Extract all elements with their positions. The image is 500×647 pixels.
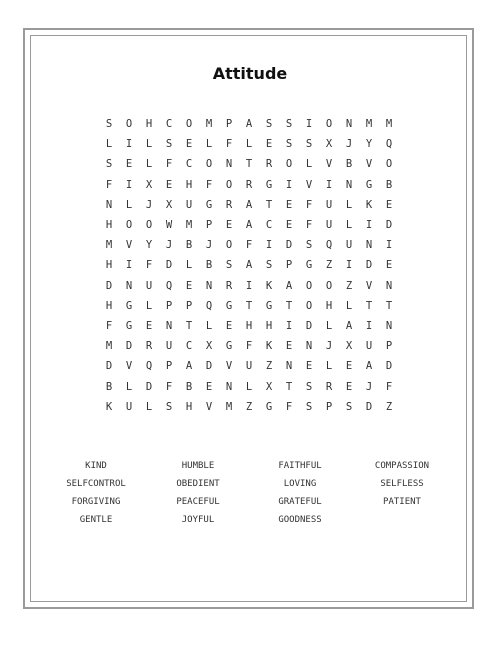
grid-letter: B (345, 158, 353, 171)
grid-letter: K (365, 198, 373, 211)
grid-letter: N (225, 158, 233, 171)
word-list-item: OBEDIENT (176, 479, 220, 489)
grid-letter: J (325, 340, 333, 353)
grid-letter: A (245, 118, 253, 131)
grid-letter: E (125, 158, 133, 171)
grid-letter: S (345, 400, 353, 413)
grid-row (99, 356, 399, 376)
grid-letter: T (185, 319, 193, 332)
grid-letter: V (125, 360, 133, 373)
grid-letter: E (185, 279, 193, 292)
grid-letter: H (325, 299, 333, 312)
grid-letter: O (125, 118, 133, 131)
grid-letter: M (225, 400, 233, 413)
grid-letter: I (125, 259, 133, 272)
grid-letter: V (125, 239, 133, 252)
word-list-item: GRATEFUL (278, 497, 322, 507)
grid-letter: A (185, 360, 193, 373)
grid-letter: W (165, 219, 173, 232)
grid-letter: S (265, 118, 273, 131)
grid-letter: K (265, 279, 273, 292)
grid-letter: F (225, 138, 233, 151)
grid-letter: I (365, 219, 373, 232)
grid-letter: C (165, 118, 173, 131)
grid-letter: R (265, 158, 273, 171)
grid-letter: P (285, 259, 293, 272)
grid-letter: L (345, 198, 353, 211)
grid-letter: F (165, 158, 173, 171)
grid-letter: O (285, 158, 293, 171)
grid-letter: H (185, 178, 193, 191)
grid-letter: D (385, 360, 393, 373)
grid-letter: G (265, 178, 273, 191)
grid-letter: L (305, 158, 313, 171)
grid-letter: Z (385, 400, 393, 413)
grid-letter: G (125, 319, 133, 332)
grid-letter: V (365, 158, 373, 171)
grid-letter: L (125, 198, 133, 211)
grid-letter: L (325, 360, 333, 373)
word-list-item: PEACEFUL (176, 497, 220, 507)
grid-letter: S (165, 400, 173, 413)
word-list-item: COMPASSION (374, 461, 430, 471)
grid-letter: O (145, 219, 153, 232)
grid-letter: L (145, 158, 153, 171)
grid-letter: H (245, 319, 253, 332)
grid-letter: F (305, 198, 313, 211)
grid-letter: A (245, 198, 253, 211)
grid-letter: B (385, 178, 393, 191)
grid-letter: F (385, 380, 393, 393)
grid-letter: O (225, 178, 233, 191)
grid-letter: E (225, 219, 233, 232)
grid-row (99, 134, 399, 154)
grid-letter: C (265, 219, 273, 232)
grid-letter: U (245, 360, 253, 373)
grid-letter: A (245, 219, 253, 232)
grid-letter: Q (145, 360, 153, 373)
grid-letter: D (205, 360, 213, 373)
grid-letter: N (165, 319, 173, 332)
grid-letter: H (185, 400, 193, 413)
grid-letter: B (185, 380, 193, 393)
grid-letter: D (105, 360, 113, 373)
grid-letter: T (365, 299, 373, 312)
grid-letter: P (165, 299, 173, 312)
grid-letter: I (265, 239, 273, 252)
grid-letter: L (245, 138, 253, 151)
grid-letter: L (145, 299, 153, 312)
grid-letter: S (285, 118, 293, 131)
grid-letter: N (105, 198, 113, 211)
page-title: Attitude (212, 64, 288, 83)
grid-letter: U (325, 198, 333, 211)
grid-letter: X (265, 380, 273, 393)
grid-letter: I (345, 259, 353, 272)
grid-letter: L (185, 259, 193, 272)
grid-row (99, 316, 399, 336)
grid-letter: O (385, 158, 393, 171)
grid-letter: H (265, 319, 273, 332)
grid-letter: O (205, 158, 213, 171)
grid-letter: F (105, 319, 113, 332)
grid-letter: N (345, 178, 353, 191)
grid-letter: G (265, 400, 273, 413)
grid-letter: L (145, 400, 153, 413)
grid-letter: E (265, 138, 273, 151)
grid-letter: U (145, 279, 153, 292)
grid-letter: D (165, 259, 173, 272)
grid-letter: X (165, 198, 173, 211)
grid-letter: S (225, 259, 233, 272)
grid-letter: R (225, 198, 233, 211)
grid-letter: V (305, 178, 313, 191)
grid-letter: L (125, 380, 133, 393)
grid-letter: D (365, 259, 373, 272)
grid-letter: U (345, 239, 353, 252)
grid-letter: N (205, 279, 213, 292)
grid-letter: E (305, 360, 313, 373)
word-list (45, 460, 453, 526)
grid-letter: N (225, 380, 233, 393)
grid-letter: C (185, 158, 193, 171)
grid-letter: S (305, 380, 313, 393)
grid-letter: L (245, 380, 253, 393)
grid-row (99, 215, 399, 235)
grid-letter: P (165, 360, 173, 373)
grid-letter: E (145, 319, 153, 332)
grid-letter: S (305, 138, 313, 151)
grid-letter: I (385, 239, 393, 252)
grid-letter: N (385, 319, 393, 332)
grid-letter: Y (145, 239, 153, 252)
grid-letter: E (345, 360, 353, 373)
grid-letter: X (145, 178, 153, 191)
grid-letter: A (245, 259, 253, 272)
grid-letter: U (325, 219, 333, 232)
grid-letter: I (365, 319, 373, 332)
grid-letter: S (105, 118, 113, 131)
grid-letter: V (325, 158, 333, 171)
grid-letter: L (145, 138, 153, 151)
grid-letter: J (165, 239, 173, 252)
word-list-item: LOVING (283, 479, 317, 489)
grid-letter: I (125, 178, 133, 191)
grid-letter: O (305, 299, 313, 312)
grid-letter: S (265, 259, 273, 272)
grid-letter: V (365, 279, 373, 292)
grid-letter: R (325, 380, 333, 393)
grid-row (99, 235, 399, 255)
grid-row (99, 114, 399, 134)
grid-letter: V (225, 360, 233, 373)
grid-letter: O (125, 219, 133, 232)
grid-letter: N (125, 279, 133, 292)
grid-row (99, 376, 399, 396)
word-list-item: GENTLE (79, 515, 113, 525)
grid-row (99, 255, 399, 275)
grid-letter: P (225, 118, 233, 131)
grid-letter: E (285, 198, 293, 211)
grid-letter: D (365, 400, 373, 413)
word-list-item: FAITHFUL (278, 461, 322, 471)
grid-letter: G (305, 259, 313, 272)
grid-letter: O (185, 118, 193, 131)
grid-letter: S (305, 239, 313, 252)
grid-letter: F (245, 239, 253, 252)
grid-letter: D (125, 340, 133, 353)
grid-letter: T (265, 198, 273, 211)
grid-letter: E (385, 259, 393, 272)
grid-letter: Z (345, 279, 353, 292)
grid-letter: G (205, 198, 213, 211)
grid-letter: Y (365, 138, 373, 151)
grid-letter: K (105, 400, 113, 413)
grid-letter: F (165, 380, 173, 393)
grid-letter: E (185, 138, 193, 151)
grid-letter: E (205, 380, 213, 393)
grid-letter: R (245, 178, 253, 191)
grid-letter: U (365, 340, 373, 353)
word-list-item: HUMBLE (181, 461, 215, 471)
grid-letter: N (385, 279, 393, 292)
grid-letter: I (285, 319, 293, 332)
word-list-item: FORGIVING (71, 497, 121, 507)
grid-letter: P (205, 219, 213, 232)
grid-letter: G (265, 299, 273, 312)
grid-letter: B (105, 380, 113, 393)
grid-letter: I (125, 138, 133, 151)
grid-row (99, 336, 399, 356)
grid-letter: M (185, 219, 193, 232)
grid-row (99, 154, 399, 174)
grid-letter: Z (265, 360, 273, 373)
grid-letter: F (285, 400, 293, 413)
grid-letter: L (345, 299, 353, 312)
grid-letter: F (205, 178, 213, 191)
grid-letter: I (245, 279, 253, 292)
grid-letter: L (325, 319, 333, 332)
grid-letter: D (285, 239, 293, 252)
grid-letter: B (185, 239, 193, 252)
grid-letter: I (305, 118, 313, 131)
grid-letter: T (285, 299, 293, 312)
grid-letter: J (365, 380, 373, 393)
grid-row (99, 276, 399, 296)
letter-grid (99, 114, 399, 417)
grid-letter: C (185, 340, 193, 353)
grid-letter: J (145, 198, 153, 211)
grid-letter: M (385, 118, 393, 131)
grid-letter: D (305, 319, 313, 332)
grid-letter: O (325, 118, 333, 131)
grid-letter: D (105, 279, 113, 292)
grid-letter: O (325, 279, 333, 292)
grid-letter: M (105, 239, 113, 252)
grid-letter: T (285, 380, 293, 393)
grid-letter: H (105, 219, 113, 232)
grid-letter: Z (325, 259, 333, 272)
grid-letter: T (385, 299, 393, 312)
grid-letter: U (125, 400, 133, 413)
grid-letter: Q (325, 239, 333, 252)
grid-letter: S (305, 400, 313, 413)
grid-letter: U (165, 340, 173, 353)
grid-letter: E (225, 319, 233, 332)
word-list-item: GOODNESS (278, 515, 322, 525)
grid-letter: L (205, 138, 213, 151)
grid-letter: V (205, 400, 213, 413)
grid-letter: P (385, 340, 393, 353)
grid-letter: S (285, 138, 293, 151)
grid-letter: M (105, 340, 113, 353)
grid-letter: Z (245, 400, 253, 413)
grid-letter: A (285, 279, 293, 292)
grid-letter: N (285, 360, 293, 373)
grid-letter: X (205, 340, 213, 353)
grid-letter: N (365, 239, 373, 252)
grid-letter: N (345, 118, 353, 131)
grid-letter: G (225, 340, 233, 353)
grid-letter: G (365, 178, 373, 191)
grid-letter: Q (205, 299, 213, 312)
grid-letter: T (245, 299, 253, 312)
word-list-item: JOYFUL (181, 515, 215, 525)
grid-letter: R (225, 279, 233, 292)
grid-letter: L (345, 219, 353, 232)
grid-letter: F (105, 178, 113, 191)
grid-row (99, 175, 399, 195)
grid-letter: T (245, 158, 253, 171)
grid-row (99, 296, 399, 316)
grid-row (99, 397, 399, 417)
grid-letter: P (185, 299, 193, 312)
grid-letter: E (285, 340, 293, 353)
grid-letter: E (285, 219, 293, 232)
grid-letter: D (145, 380, 153, 393)
grid-letter: G (125, 299, 133, 312)
grid-letter: L (105, 138, 113, 151)
word-list-item: SELFLESS (380, 479, 424, 489)
grid-letter: U (185, 198, 193, 211)
grid-letter: H (145, 118, 153, 131)
grid-letter: Q (385, 138, 393, 151)
grid-letter: X (325, 138, 333, 151)
grid-letter: N (305, 340, 313, 353)
grid-letter: A (345, 319, 353, 332)
grid-letter: I (325, 178, 333, 191)
grid-row (99, 195, 399, 215)
grid-letter: E (385, 198, 393, 211)
grid-letter: S (105, 158, 113, 171)
grid-letter: F (245, 340, 253, 353)
grid-letter: S (165, 138, 173, 151)
grid-letter: F (145, 259, 153, 272)
word-list-item: SELFCONTROL (66, 479, 126, 489)
grid-letter: L (205, 319, 213, 332)
grid-letter: H (105, 299, 113, 312)
grid-letter: J (345, 138, 353, 151)
grid-letter: B (205, 259, 213, 272)
grid-letter: R (145, 340, 153, 353)
grid-letter: F (305, 219, 313, 232)
grid-letter: H (105, 259, 113, 272)
grid-letter: A (365, 360, 373, 373)
grid-letter: O (225, 239, 233, 252)
grid-letter: E (165, 178, 173, 191)
grid-letter: P (325, 400, 333, 413)
grid-letter: O (305, 279, 313, 292)
grid-letter: K (265, 340, 273, 353)
word-list-item: KIND (85, 461, 107, 471)
grid-letter: X (345, 340, 353, 353)
grid-letter: I (285, 178, 293, 191)
grid-letter: J (205, 239, 213, 252)
word-list-item: PATIENT (383, 497, 421, 507)
grid-letter: E (345, 380, 353, 393)
grid-letter: M (205, 118, 213, 131)
grid-letter: D (385, 219, 393, 232)
grid-letter: G (225, 299, 233, 312)
grid-letter: M (365, 118, 373, 131)
grid-letter: Q (165, 279, 173, 292)
